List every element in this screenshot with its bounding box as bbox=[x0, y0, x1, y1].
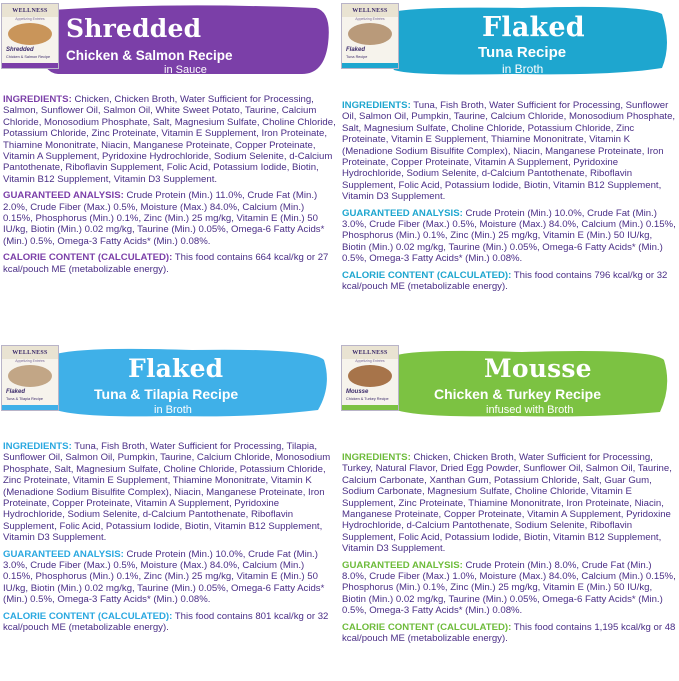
ingredients-block bbox=[342, 100, 676, 203]
calorie-heading: CALORIE CONTENT (CALCULATED): bbox=[3, 252, 173, 264]
pouch-recipe: Chicken & Salmon Recipe bbox=[6, 55, 51, 59]
pouch-brand: WELLNESS bbox=[12, 349, 48, 356]
analysis-block bbox=[342, 560, 676, 617]
product-type-title: Flaked bbox=[482, 12, 585, 43]
calorie-text: This food contains 796 kcal/kg or 32 kcal/pouch ME (metabolizable energy). bbox=[342, 269, 668, 293]
panel-mousse-chicken-turkey bbox=[340, 342, 679, 681]
pouch-product-name: Flaked bbox=[346, 47, 366, 53]
pouch-color-band bbox=[342, 63, 398, 68]
recipe-texture: in Broth bbox=[154, 404, 192, 416]
calorie-heading: CALORIE CONTENT (CALCULATED): bbox=[342, 269, 512, 281]
ingredients-heading: INGREDIENTS: bbox=[342, 452, 411, 463]
pouch-recipe: Tuna & Tilapia Recipe bbox=[6, 397, 44, 401]
analysis-block bbox=[342, 208, 676, 265]
recipe-name: Chicken & Salmon Recipe bbox=[66, 48, 233, 63]
calorie-block bbox=[342, 622, 676, 645]
product-type-title: Mousse bbox=[484, 354, 592, 383]
analysis-heading: GUARANTEED ANALYSIS: bbox=[3, 548, 124, 560]
analysis-text: Crude Protein (Min.) 8.0%, Crude Fat (Min.) 8.0%, Crude Fiber (Max.) 1.0%, Moisture (Max.) 84.0%, Calcium (Min.) 0.15%, Phosphorus (Min.) 0.1%, Zinc (Min.) 25 mg/kg, Vitamin E (Min.) 50 IU/kg, Biotin (Min.) 0.02 mg/kg, Taurine (Min.) 0.05%, Omega-6 Fatty Acids* (Min.) 0.5%, Omega-3 Fatty Acids* (Min.) 0.08%. bbox=[342, 559, 676, 617]
panel-shredded-chicken-salmon bbox=[0, 0, 339, 339]
recipe-name: Tuna & Tilapia Recipe bbox=[94, 386, 239, 402]
ingredients-text: Chicken, Chicken Broth, Water Sufficient for Processing, Turkey, Natural Flavor, Dried Egg Powder, Sunflower Oil, Salmon Oil, Taurine, Calcium Carbonate, Xanthan Gum, Potassium Chloride, Salt, Guar Gum, Sodium Carbonate, Magnesium Sulfate, Choline Chloride, Vitamin E Supplement, Zinc Proteinate, Thiamine Mononitrate, Iron Proteinate, Niacin, Manganese Proteinate, Copper Proteinate, Vitamin A Supplement, Pyridoxine Hydrochloride, d-Calcium Pantothenate, Sodium Selenite, Riboflavin Supplement, Folic Acid, Potassium Iodide, Biotin, Vitamin B12 Supplement, Vitamin D3 Supplement. bbox=[342, 452, 672, 555]
calorie-block bbox=[3, 611, 336, 634]
pouch-brand: WELLNESS bbox=[352, 7, 388, 14]
pouch-brand-sub: Appetizing Entrées bbox=[355, 17, 385, 21]
pouch-product-name: Shredded bbox=[6, 47, 34, 53]
calorie-heading: CALORIE CONTENT (CALCULATED): bbox=[342, 621, 512, 633]
pouch-color-band bbox=[2, 405, 58, 410]
calorie-text: This food contains 1,195 kcal/kg or 48 kcal/pouch ME (metabolizable energy). bbox=[342, 621, 676, 645]
pouch-brand: WELLNESS bbox=[352, 349, 388, 356]
analysis-text: Crude Protein (Min.) 10.0%, Crude Fat (Min.) 3.0%, Crude Fiber (Max.) 0.5%, Moisture (Max.) 84.0%, Calcium (Min.) 0.15%, Phosphorus (Min.) 0.1%, Zinc (Min.) 25 mg/kg, Vitamin E (Min.) 50 IU/kg, Biotin (Min.) 0.02 mg/kg, Taurine (Min.) 0.05%, Omega-6 Fatty Acids* (Min.) 0.5%, Omega-3 Fatty Acids* (Min.) 0.08%. bbox=[342, 207, 676, 265]
recipe-name: Tuna Recipe bbox=[478, 44, 567, 61]
panel-flaked-tuna bbox=[340, 0, 679, 339]
analysis-heading: GUARANTEED ANALYSIS: bbox=[342, 207, 463, 219]
pouch-recipe: Chicken & Turkey Recipe bbox=[346, 397, 389, 401]
ingredients-heading: INGREDIENTS: bbox=[3, 94, 72, 105]
nutrition-info bbox=[342, 452, 676, 650]
ingredients-text: Tuna, Fish Broth, Water Sufficient for Processing, Tilapia, Sunflower Oil, Salmon Oil, Pumpkin, Taurine, Calcium Chloride, Monosodium Phosphate, Salt, Magnesium Sulfate, Choline Chloride, Potassium Chloride, Zinc Proteinate, Vitamin E Supplement, Thiamine Mononitrate, Vitamin K (Menadione Sodium Bisulfite Complex), Niacin, Manganese Proteinate, Iron Proteinate, Copper Proteinate, Vitamin A Supplement, Pyridoxine Hydrochloride, Sodium Selenite, d-Calcium Pantothenate, Riboflavin Supplement, Folic Acid, Potassium Iodide, Biotin, Vitamin B12 Supplement, Vitamin D3 Supplement. bbox=[3, 441, 331, 544]
analysis-heading: GUARANTEED ANALYSIS: bbox=[342, 559, 463, 571]
product-banner bbox=[372, 4, 670, 76]
nutrition-info bbox=[342, 100, 676, 298]
pouch-product-name: Mousse bbox=[346, 389, 369, 395]
product-type-title: Flaked bbox=[128, 354, 224, 383]
calorie-heading: CALORIE CONTENT (CALCULATED): bbox=[3, 610, 173, 622]
ingredients-block bbox=[3, 441, 336, 544]
food-photo bbox=[348, 23, 392, 45]
calorie-block bbox=[342, 270, 676, 293]
pouch-brand: WELLNESS bbox=[12, 7, 48, 14]
analysis-heading: GUARANTEED ANALYSIS: bbox=[3, 190, 124, 202]
pouch-color-band bbox=[342, 405, 398, 410]
analysis-block bbox=[3, 549, 336, 606]
pouch-recipe: Tuna Recipe bbox=[346, 55, 368, 59]
pouch-color-band bbox=[2, 63, 58, 68]
nutrition-info bbox=[3, 94, 336, 280]
pouch-brand-sub: Appetizing Entrées bbox=[355, 359, 385, 363]
recipe-texture: in Broth bbox=[502, 62, 544, 76]
product-type-title: Shredded bbox=[66, 14, 202, 43]
recipe-texture: infused with Broth bbox=[486, 404, 574, 416]
analysis-block bbox=[3, 190, 336, 247]
product-pouch-image bbox=[1, 345, 59, 411]
recipe-name: Chicken & Turkey Recipe bbox=[434, 386, 602, 402]
pouch-brand-sub: Appetizing Entrées bbox=[15, 17, 45, 21]
calorie-text: This food contains 801 kcal/kg or 32 kcal/pouch ME (metabolizable energy). bbox=[3, 610, 329, 634]
pouch-brand-sub: Appetizing Entrées bbox=[15, 359, 45, 363]
calorie-block bbox=[3, 252, 336, 275]
product-pouch-image bbox=[1, 3, 59, 69]
food-photo bbox=[348, 365, 392, 387]
product-banner bbox=[32, 4, 330, 76]
nutrition-info bbox=[3, 441, 336, 639]
product-banner bbox=[372, 346, 670, 418]
product-pouch-image bbox=[341, 345, 399, 411]
calorie-text: This food contains 664 kcal/kg or 27 kcal/pouch ME (metabolizable energy). bbox=[3, 252, 329, 275]
recipe-texture: in Sauce bbox=[164, 64, 207, 76]
ingredients-block bbox=[3, 94, 336, 185]
analysis-text: Crude Protein (Min.) 10.0%, Crude Fat (Min.) 3.0%, Crude Fiber (Max.) 0.5%, Moisture (Max.) 84.0%, Calcium (Min.) 0.15%, Phosphorus (Min.) 0.1%, Zinc (Min.) 25 mg/kg, Vitamin E (Min.) 50 IU/kg, Biotin (Min.) 0.02 mg/kg, Taurine (Min.) 0.05%, Omega-6 Fatty Acids* (Min.) 0.5%, Omega-3 Fatty Acids* (Min.) 0.08%. bbox=[3, 548, 325, 606]
product-pouch-image bbox=[341, 3, 399, 69]
analysis-text: Crude Protein (Min.) 11.0%, Crude Fat (Min.) 2.0%, Crude Fiber (Max.) 0.5%, Moisture (Max.) 84.0%, Calcium (Min.) 0.15%, Phosphorus (Min.) 0.1%, Zinc (Min.) 25 mg/kg, Vitamin E (Min.) 50 IU/kg, Biotin (Min.) 0.02 mg/kg, Taurine (Min.) 0.05%, Omega-6 Fatty Acids* (Min.) 0.5%, Omega-3 Fatty Acids* (Min.) 0.08%. bbox=[3, 190, 325, 247]
ingredients-block bbox=[342, 452, 676, 555]
pouch-product-name: Flaked bbox=[6, 389, 26, 395]
panel-flaked-tuna-tilapia bbox=[0, 342, 339, 681]
ingredients-text: Chicken, Chicken Broth, Water Sufficient for Processing, Salmon, Sunflower Oil, Salmon Oil, White Sweet Potato, Taurine, Calcium Chloride, Monosodium Phosphate, Salt, Magnesium Sulfate, Choline Chloride, Potassium Chloride, Zinc Proteinate, Vitamin E Supplement, Iron Proteinate, Thiamine Mononitrate, Niacin, Manganese Proteinate, Copper Proteinate, Vitamin A Supplement, Pyridoxine Hydrochloride, Sodium Selenite, d-Calcium Pantothenate, Riboflavin Supplement, Folic Acid, Potassium Iodide, Biotin, Vitamin B12 Supplement, Vitamin D3 Supplement. bbox=[3, 94, 336, 185]
ingredients-heading: INGREDIENTS: bbox=[3, 441, 72, 452]
ingredients-text: Tuna, Fish Broth, Water Sufficient for Processing, Sunflower Oil, Salmon Oil, Pumpkin, Taurine, Calcium Chloride, Monosodium Phosphate, Salt, Magnesium Sulfate, Choline Chloride, Potassium Chloride, Zinc Proteinate, Vitamin E Supplement, Thiamine Mononitrate, Vitamin K (Menadione Sodium Bisulfite Complex), Niacin, Manganese Proteinate, Iron Proteinate, Copper Proteinate, Vitamin A Supplement, Pyridoxine Hydrochloride, Sodium Selenite, d-Calcium Pantothenate, Riboflavin Supplement, Folic Acid, Potassium Iodide, Biotin, Vitamin B12 Supplement, Vitamin D3 Supplement. bbox=[342, 100, 676, 203]
ingredients-heading: INGREDIENTS: bbox=[342, 100, 411, 111]
product-banner bbox=[32, 346, 330, 418]
food-photo bbox=[8, 365, 52, 387]
food-photo bbox=[8, 23, 52, 45]
